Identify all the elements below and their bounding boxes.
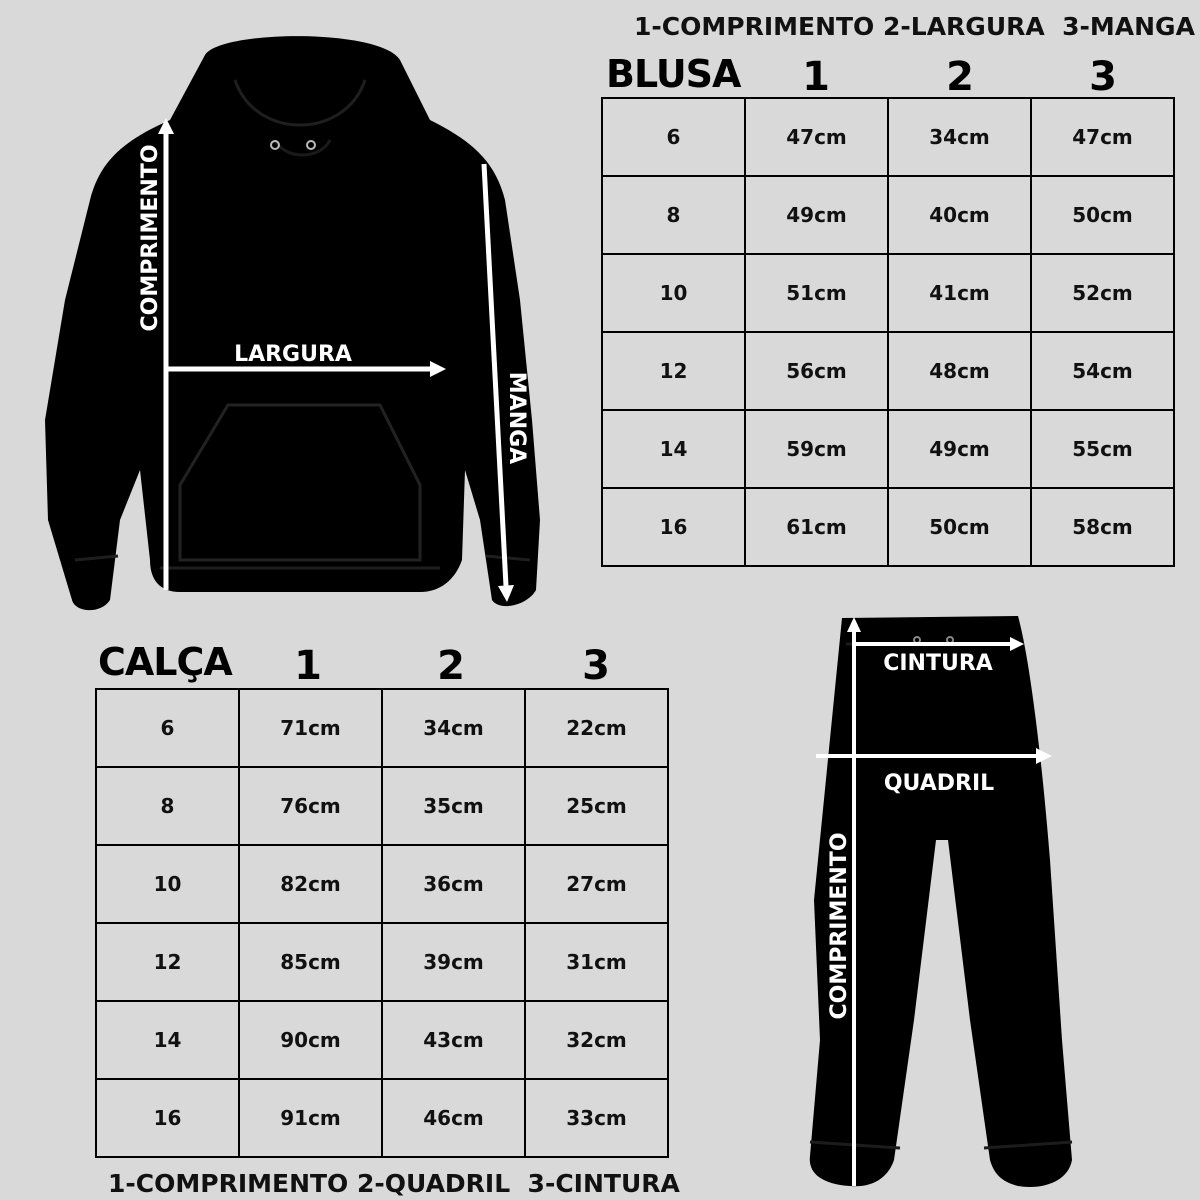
measure-cell: 34cm [888, 98, 1031, 176]
measure-cell: 32cm [525, 1001, 668, 1079]
size-cell: 10 [96, 845, 239, 923]
size-cell: 10 [602, 254, 745, 332]
calca-col-3: 3 [582, 643, 610, 689]
measure-cell: 22cm [525, 689, 668, 767]
measure-cell: 43cm [382, 1001, 525, 1079]
size-cell: 8 [96, 767, 239, 845]
measure-cell: 54cm [1031, 332, 1174, 410]
measure-cell: 41cm [888, 254, 1031, 332]
measure-cell: 35cm [382, 767, 525, 845]
measure-cell: 46cm [382, 1079, 525, 1157]
measure-cell: 34cm [382, 689, 525, 767]
table-row [96, 689, 668, 767]
measure-cell: 50cm [888, 488, 1031, 566]
measure-cell: 55cm [1031, 410, 1174, 488]
calca-col-2: 2 [437, 643, 465, 689]
size-cell: 12 [96, 923, 239, 1001]
measure-cell: 61cm [745, 488, 888, 566]
blusa-title: BLUSA [606, 52, 741, 96]
measure-cell: 56cm [745, 332, 888, 410]
size-cell: 8 [602, 176, 745, 254]
measure-cell: 49cm [888, 410, 1031, 488]
table-row [602, 176, 1174, 254]
hoodie-label-manga: MANGA [504, 371, 529, 465]
table-row [96, 767, 668, 845]
jogger-pants-illustration [780, 600, 1100, 1200]
calca-title: CALÇA [98, 640, 232, 684]
quadril-arrow-head [1036, 748, 1052, 764]
measure-cell: 47cm [745, 98, 888, 176]
size-cell: 12 [602, 332, 745, 410]
hoodie-label-largura: LARGURA [234, 342, 352, 367]
measure-cell: 52cm [1031, 254, 1174, 332]
size-cell: 16 [602, 488, 745, 566]
calca-size-table [95, 688, 669, 1158]
hoodie-illustration [0, 0, 600, 620]
table-row [96, 923, 668, 1001]
blusa-size-table [601, 97, 1175, 567]
table-row [602, 410, 1174, 488]
measure-cell: 27cm [525, 845, 668, 923]
measure-cell: 82cm [239, 845, 382, 923]
measure-cell: 40cm [888, 176, 1031, 254]
table-row [602, 98, 1174, 176]
calca-legend: 1-COMPRIMENTO 2-QUADRIL 3-CINTURA [108, 1169, 680, 1198]
measure-cell: 25cm [525, 767, 668, 845]
table-row [96, 1001, 668, 1079]
table-row [602, 488, 1174, 566]
measure-cell: 59cm [745, 410, 888, 488]
measure-cell: 58cm [1031, 488, 1174, 566]
size-cell: 14 [602, 410, 745, 488]
blusa-col-3: 3 [1089, 54, 1117, 100]
measure-cell: 90cm [239, 1001, 382, 1079]
measure-cell: 85cm [239, 923, 382, 1001]
table-row [96, 1079, 668, 1157]
measure-cell: 71cm [239, 689, 382, 767]
size-cell: 6 [602, 98, 745, 176]
pants-label-quadril: QUADRIL [883, 771, 995, 796]
hoodie-body-shape [45, 36, 540, 610]
hoodie-label-comprimento: COMPRIMENTO [138, 144, 163, 332]
blusa-legend: 1-COMPRIMENTO 2-LARGURA 3-MANGA [634, 12, 1195, 41]
table-row [602, 254, 1174, 332]
measure-cell: 47cm [1031, 98, 1174, 176]
measure-cell: 51cm [745, 254, 888, 332]
calca-col-1: 1 [294, 643, 322, 689]
measure-cell: 49cm [745, 176, 888, 254]
blusa-col-1: 1 [802, 54, 830, 100]
blusa-col-2: 2 [946, 54, 974, 100]
size-cell: 6 [96, 689, 239, 767]
measure-cell: 50cm [1031, 176, 1174, 254]
pants-label-comprimento: COMPRIMENTO [827, 832, 852, 1020]
measure-cell: 31cm [525, 923, 668, 1001]
measure-cell: 91cm [239, 1079, 382, 1157]
measure-cell: 33cm [525, 1079, 668, 1157]
measure-cell: 48cm [888, 332, 1031, 410]
measure-cell: 76cm [239, 767, 382, 845]
measure-cell: 39cm [382, 923, 525, 1001]
table-row [96, 845, 668, 923]
measure-cell: 36cm [382, 845, 525, 923]
size-cell: 16 [96, 1079, 239, 1157]
size-cell: 14 [96, 1001, 239, 1079]
table-row [602, 332, 1174, 410]
pants-label-cintura: CINTURA [883, 651, 993, 676]
